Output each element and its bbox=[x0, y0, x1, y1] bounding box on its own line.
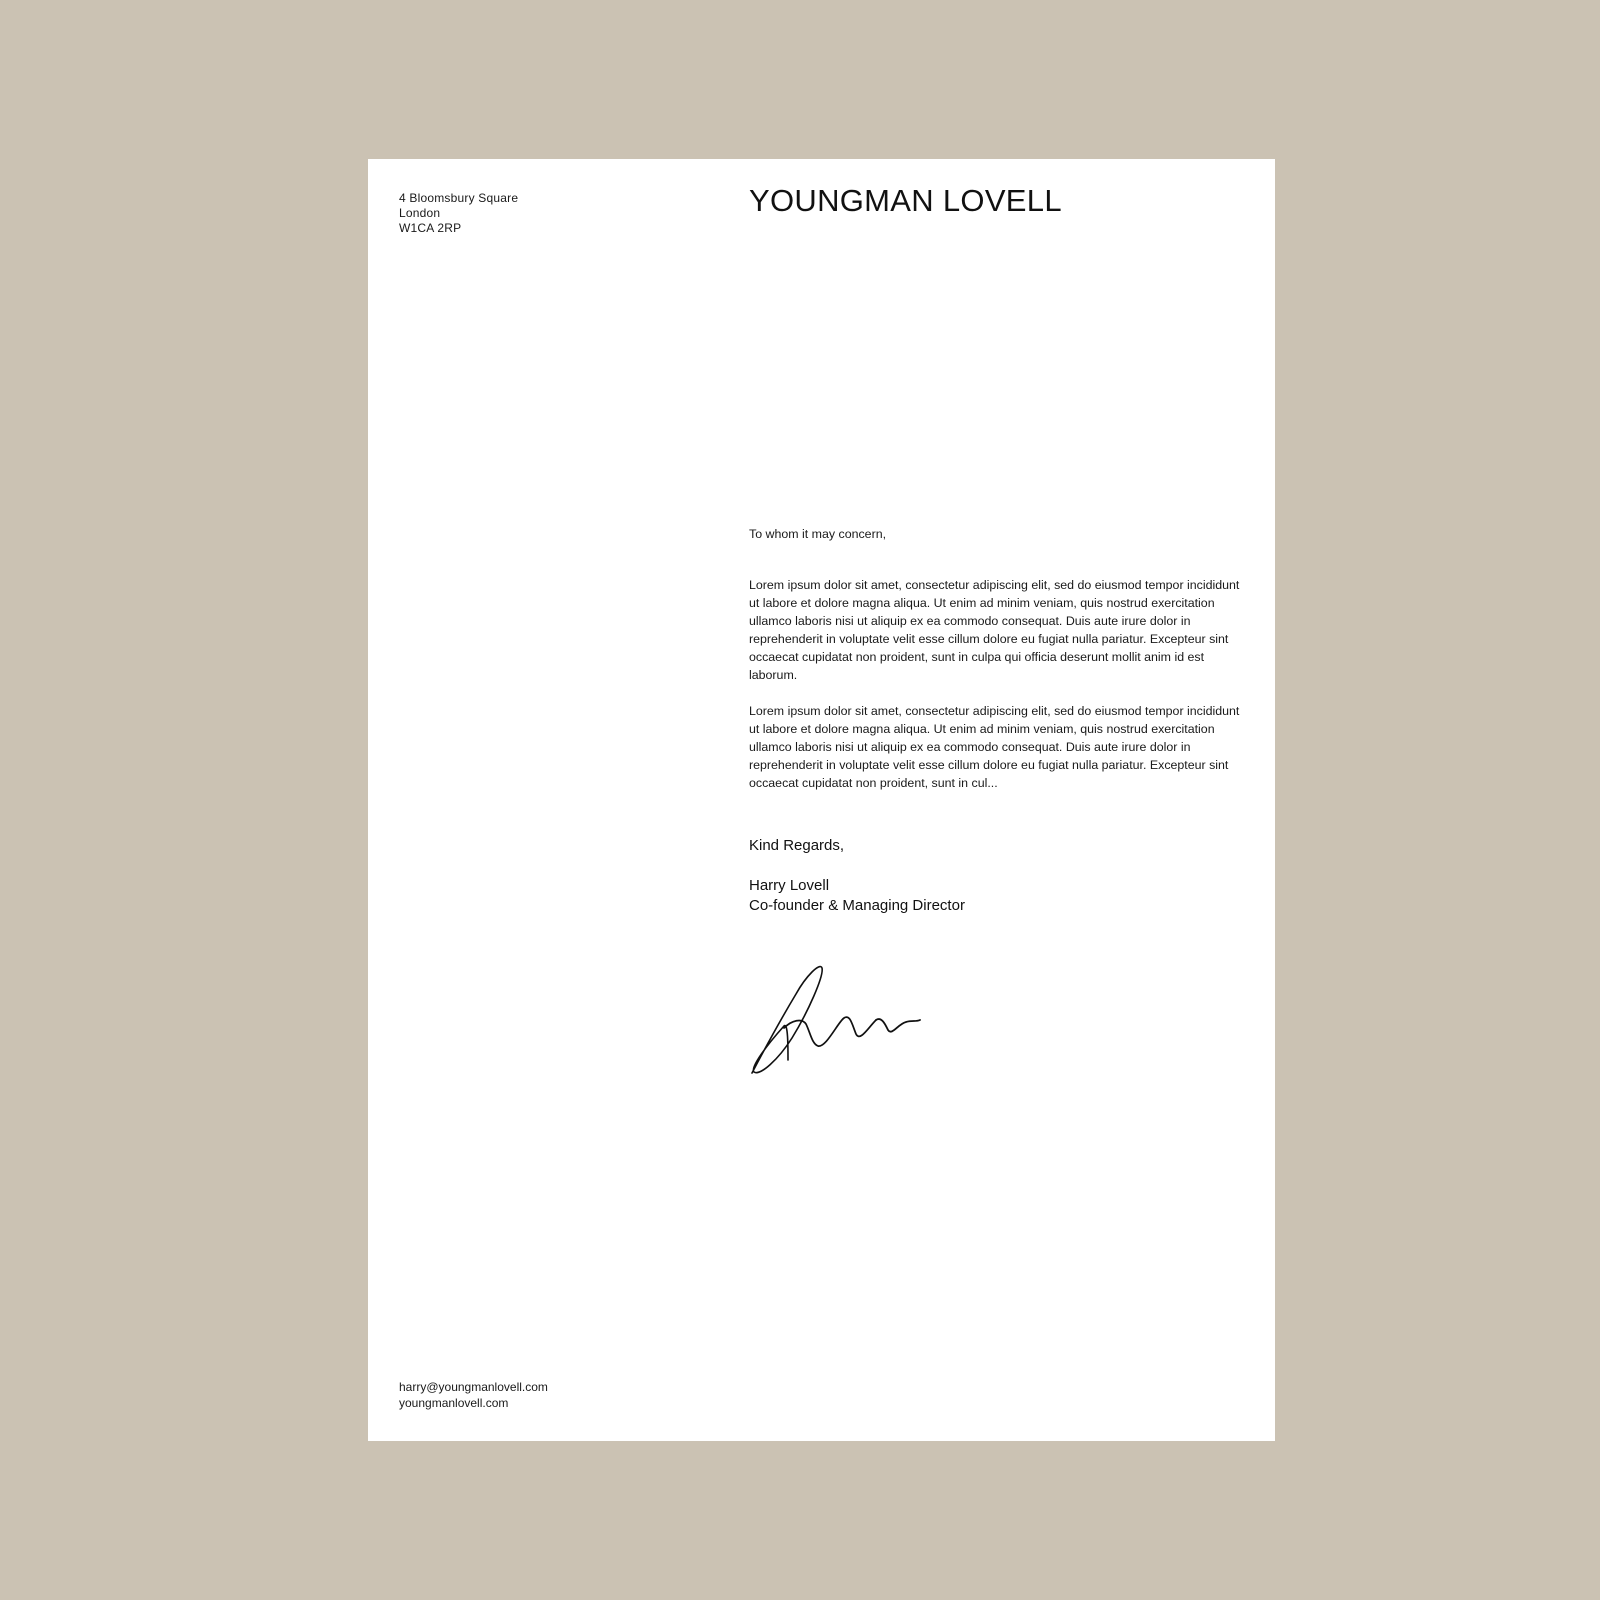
letter-sheet bbox=[368, 159, 1275, 1441]
company-wordmark: YOUNGMAN LOVELL bbox=[749, 183, 1062, 218]
closing-line: Kind Regards, bbox=[749, 837, 845, 854]
body-paragraph-2: Lorem ipsum dolor sit amet, consectetur adipiscing elit, sed do eiusmod tempor incididunt ut labore et dolore magna aliqua. Ut enim ad minim veniam, quis nostrud exercitation ullamco laboris nisi ut aliquip ex ea commodo consequat. Duis aute irure dolor in reprehenderit in voluptate velit esse cillum dolore eu fugiat nulla pariatur. Excepteur sint occaecat cupidatat non proident, sunt in cul... bbox=[749, 704, 1240, 790]
handwritten-signature bbox=[748, 962, 928, 1077]
body-paragraph-1: Lorem ipsum dolor sit amet, consectetur adipiscing elit, sed do eiusmod tempor incididunt ut labore et dolore magna aliqua. Ut enim ad minim veniam, quis nostrud exercitation ullamco laboris nisi ut aliquip ex ea commodo consequat. Duis aute irure dolor in reprehenderit in voluptate velit esse cillum dolore eu fugiat nulla pariatur. Excepteur sint occaecat cupidatat non proident, sunt in culpa qui officia deserunt mollit anim id est laborum. bbox=[749, 578, 1240, 682]
salutation: To whom it may concern, bbox=[749, 527, 887, 541]
contact-details bbox=[399, 1379, 548, 1411]
signer-title: Co-founder & Managing Director bbox=[749, 897, 965, 914]
contact-website: youngmanlovell.com bbox=[399, 1396, 509, 1410]
address-line-postcode: W1CA 2RP bbox=[399, 221, 462, 235]
signer-block bbox=[749, 876, 965, 916]
contact-email: harry@youngmanlovell.com bbox=[399, 1380, 548, 1394]
company-address bbox=[399, 191, 518, 236]
signer-name: Harry Lovell bbox=[749, 877, 830, 894]
address-line-city: London bbox=[399, 206, 441, 220]
address-line-street: 4 Bloomsbury Square bbox=[399, 191, 519, 205]
